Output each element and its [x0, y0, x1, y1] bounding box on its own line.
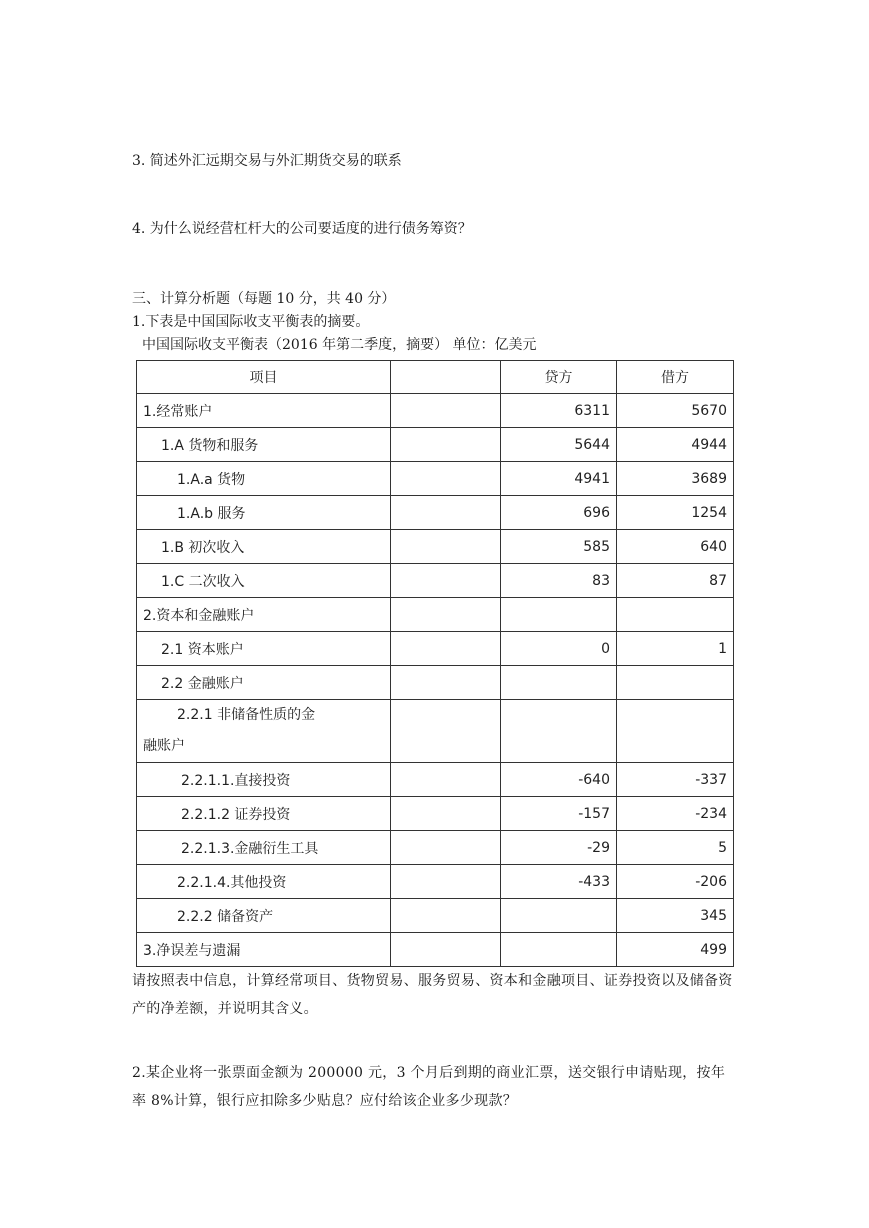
row-credit	[501, 700, 617, 763]
row-credit: -433	[501, 865, 617, 899]
row-debit: 1	[617, 632, 734, 666]
row-debit	[617, 700, 734, 763]
row-label: 2.2.1.2 证券投资	[137, 797, 391, 831]
table-caption: 中国国际收支平衡表（2016 年第二季度，摘要） 单位：亿美元	[142, 337, 537, 353]
section-heading: 三、计算分析题（每题 10 分，共 40 分）	[132, 291, 396, 307]
question-1-task: 请按照表中信息，计算经常项目、货物贸易、服务贸易、资本和金融项目、证券投资以及储备资产的净差额，并说明其含义。	[132, 973, 733, 1017]
row-debit	[617, 666, 734, 700]
row-credit: 83	[501, 564, 617, 598]
table-row	[137, 462, 734, 496]
header-debit: 借方	[617, 361, 734, 394]
table-row	[137, 564, 734, 598]
row-debit: 640	[617, 530, 734, 564]
row-label-line-1: 2.2.1 非储备性质的金	[177, 707, 316, 723]
row-credit	[501, 598, 617, 632]
table-row	[137, 632, 734, 666]
table-row	[137, 598, 734, 632]
header-credit: 贷方	[501, 361, 617, 394]
row-label: 3.净误差与遗漏	[137, 933, 391, 967]
row-label: 2.2.1.4.其他投资	[137, 865, 391, 899]
table-row	[137, 797, 734, 831]
row-credit: -157	[501, 797, 617, 831]
table-row	[137, 831, 734, 865]
row-credit: 585	[501, 530, 617, 564]
question-4: 4. 为什么说经营杠杆大的公司要适度的进行债务筹资？	[132, 221, 472, 237]
table-row	[137, 865, 734, 899]
row-label	[137, 700, 391, 763]
table-row	[137, 763, 734, 797]
row-label: 1.A.b 服务	[137, 496, 391, 530]
table-row	[137, 496, 734, 530]
row-debit: 87	[617, 564, 734, 598]
question-1-intro: 1.下表是中国国际收支平衡表的摘要。	[132, 314, 370, 330]
balance-of-payments-table	[136, 360, 734, 967]
row-credit: 0	[501, 632, 617, 666]
row-credit: -29	[501, 831, 617, 865]
row-debit: 499	[617, 933, 734, 967]
table-row	[137, 700, 734, 763]
header-blank	[391, 361, 501, 394]
row-debit: 1254	[617, 496, 734, 530]
row-label: 2.资本和金融账户	[137, 598, 391, 632]
row-label: 1.A.a 货物	[137, 462, 391, 496]
row-debit: -206	[617, 865, 734, 899]
row-credit: 6311	[501, 394, 617, 428]
row-debit: 5670	[617, 394, 734, 428]
row-debit: -337	[617, 763, 734, 797]
row-credit: -640	[501, 763, 617, 797]
table-header-row	[137, 361, 734, 394]
row-debit	[617, 598, 734, 632]
row-debit: 5	[617, 831, 734, 865]
row-label: 2.2.1.3.金融衍生工具	[137, 831, 391, 865]
row-label: 2.2 金融账户	[137, 666, 391, 700]
question-2: 2.某企业将一张票面金额为 200000 元，3 个月后到期的商业汇票，送交银行申请贴现，按年率 8%计算，银行应扣除多少贴息？应付给该企业多少现款？	[132, 1065, 726, 1109]
row-debit: 4944	[617, 428, 734, 462]
row-label: 1.经常账户	[137, 394, 391, 428]
table-row	[137, 899, 734, 933]
row-label: 2.2.2 储备资产	[137, 899, 391, 933]
table-row	[137, 428, 734, 462]
row-credit	[501, 933, 617, 967]
row-label: 1.B 初次收入	[137, 530, 391, 564]
row-label: 1.C 二次收入	[137, 564, 391, 598]
row-debit: 3689	[617, 462, 734, 496]
row-credit	[501, 899, 617, 933]
table-row	[137, 394, 734, 428]
table-row	[137, 530, 734, 564]
row-credit: 5644	[501, 428, 617, 462]
row-credit: 696	[501, 496, 617, 530]
table-row	[137, 666, 734, 700]
row-debit: 345	[617, 899, 734, 933]
row-label: 2.2.1.1.直接投资	[137, 763, 391, 797]
row-label-line-2: 融账户	[143, 738, 185, 754]
row-debit: -234	[617, 797, 734, 831]
row-label: 1.A 货物和服务	[137, 428, 391, 462]
question-3: 3. 简述外汇远期交易与外汇期货交易的联系	[132, 153, 402, 169]
row-credit	[501, 666, 617, 700]
table-row	[137, 933, 734, 967]
row-label: 2.1 资本账户	[137, 632, 391, 666]
header-item: 项目	[137, 361, 391, 394]
row-credit: 4941	[501, 462, 617, 496]
